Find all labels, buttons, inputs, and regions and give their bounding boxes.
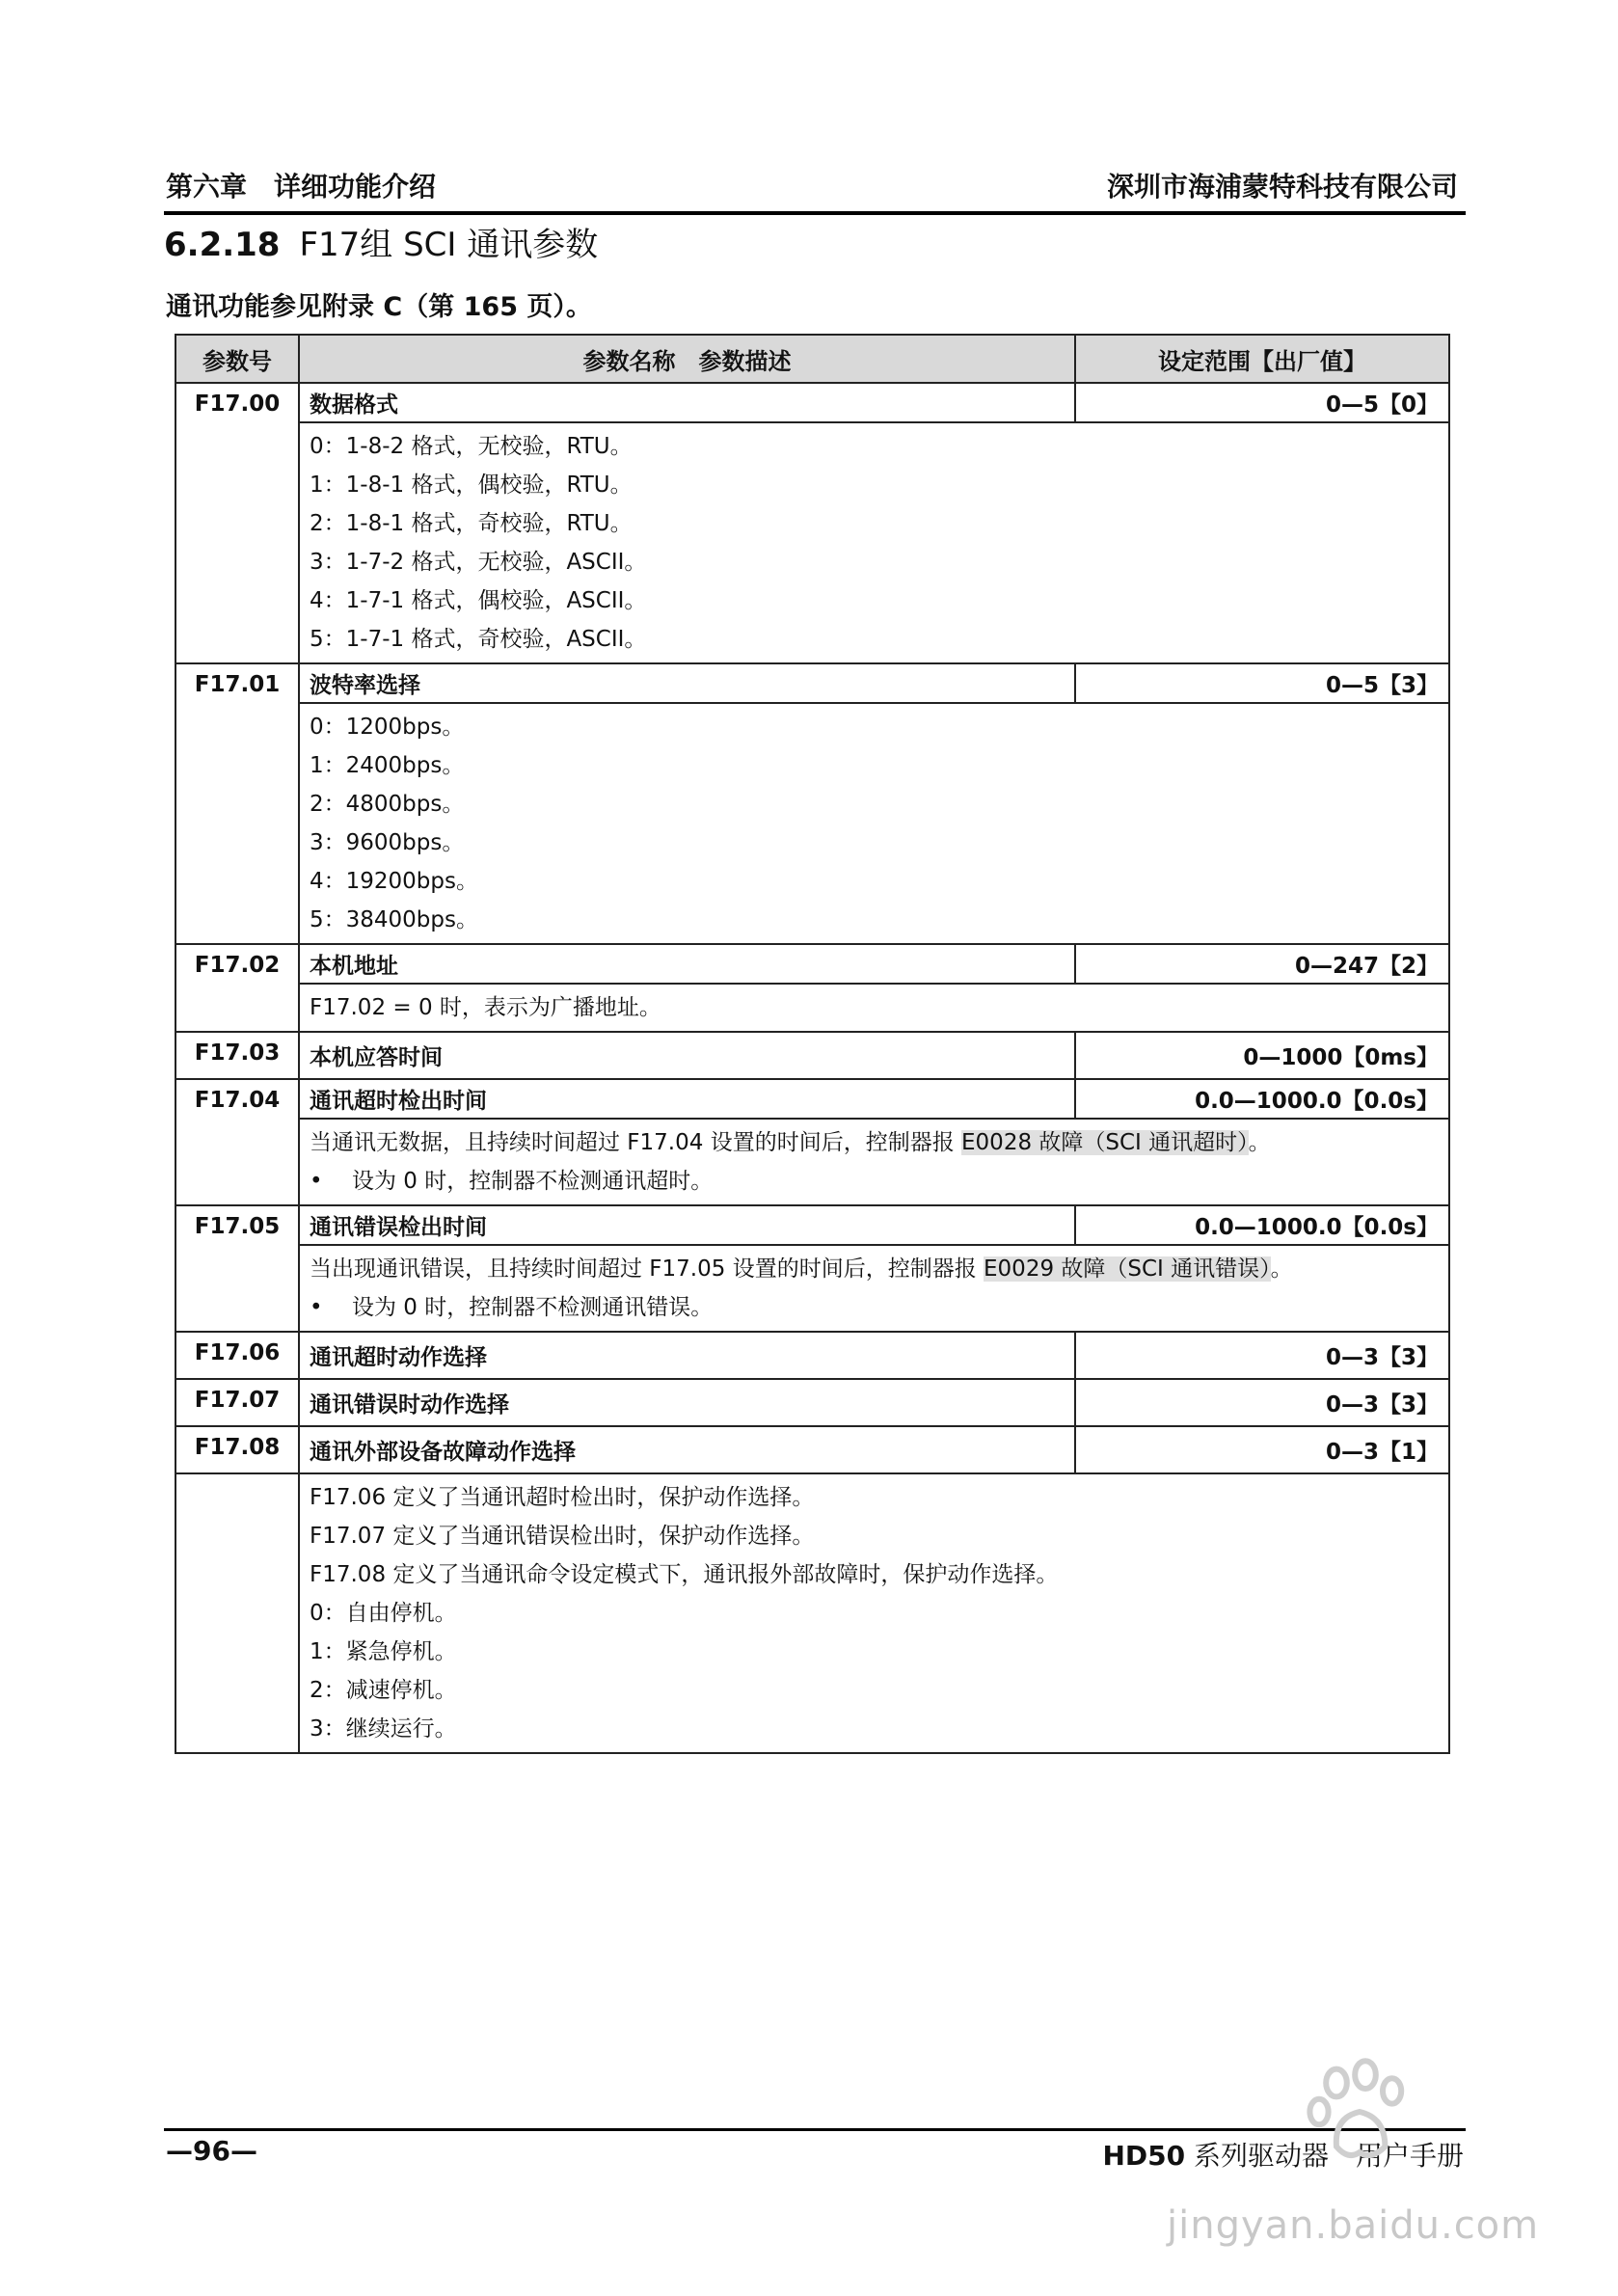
chapter-title: 第六章 详细功能介绍 — [166, 171, 437, 203]
table-row — [175, 1379, 1449, 1426]
section-title — [164, 218, 598, 265]
table-row — [175, 383, 1449, 422]
desc-line — [310, 1123, 1439, 1162]
desc-line: F17.08 定义了当通讯命令设定模式下，通讯报外部故障时，保护动作选择。 — [310, 1562, 1059, 1587]
desc-line: 1：1-8-1 格式，偶校验，RTU。 — [310, 473, 633, 498]
section-number: 6.2.18 — [164, 226, 281, 264]
desc-line: 2：1-8-1 格式，奇校验，RTU。 — [310, 511, 633, 536]
desc-text: 当出现通讯错误，且持续时间超过 F17.05 设置的时间后，控制器报 — [310, 1256, 984, 1282]
table-row — [175, 1079, 1449, 1119]
desc-line: 5：38400bps。 — [310, 907, 478, 932]
param-code: F17.04 — [175, 1079, 299, 1205]
param-code: F17.03 — [175, 1032, 299, 1079]
table-row — [175, 422, 1449, 663]
intro-note: 通讯功能参见附录 C（第 165 页）。 — [166, 292, 592, 322]
desc-line: 3：1-7-2 格式，无校验，ASCII。 — [310, 550, 647, 575]
company-name: 深圳市海浦蒙特科技有限公司 — [1106, 171, 1458, 203]
param-name: 通讯超时检出时间 — [299, 1079, 1075, 1119]
param-range: 0—3【3】 — [1075, 1332, 1449, 1379]
manual-name: 系列驱动器 用户手册 — [1185, 2140, 1464, 2172]
page-number: —96— — [166, 2135, 257, 2167]
param-code: F17.01 — [175, 663, 299, 944]
param-range: 0—5【3】 — [1075, 663, 1449, 703]
header-range: 设定范围【出厂值】 — [1075, 335, 1449, 383]
model-name: HD50 — [1102, 2140, 1186, 2172]
header-name-desc: 参数名称 参数描述 — [299, 335, 1075, 383]
table-row — [175, 944, 1449, 984]
param-range: 0—247【2】 — [1075, 944, 1449, 984]
desc-line: 1：2400bps。 — [310, 753, 465, 778]
desc-line: 3：继续运行。 — [310, 1716, 457, 1742]
empty-code-cell — [175, 1473, 299, 1753]
desc-line — [310, 1250, 1439, 1288]
desc-line: 1：紧急停机。 — [310, 1639, 457, 1664]
desc-line: F17.02 = 0 时，表示为广播地址。 — [310, 995, 661, 1020]
param-name: 通讯错误检出时间 — [299, 1205, 1075, 1245]
desc-text: 设为 0 时，控制器不检测通讯超时。 — [352, 1169, 714, 1194]
param-name: 本机应答时间 — [299, 1032, 1075, 1079]
desc-line: 4：1-7-1 格式，偶校验，ASCII。 — [310, 588, 647, 613]
desc-line: 3：9600bps。 — [310, 830, 465, 855]
desc-line: 0：1200bps。 — [310, 715, 465, 740]
desc-line: 0：自由停机。 — [310, 1601, 457, 1626]
watermark — [1157, 2054, 1562, 2247]
param-range: 0.0—1000.0【0.0s】 — [1075, 1205, 1449, 1245]
desc-line: 5：1-7-1 格式，奇校验，ASCII。 — [310, 627, 647, 652]
param-description — [299, 703, 1449, 944]
desc-text: 设为 0 时，控制器不检测通讯错误。 — [352, 1295, 714, 1320]
baidu-paw-icon — [1302, 2054, 1417, 2170]
table-row — [175, 1332, 1449, 1379]
table-row — [175, 703, 1449, 944]
param-name: 波特率选择 — [299, 663, 1075, 703]
fault-code-highlight: E0028 故障（SCI 通讯超时） — [961, 1130, 1249, 1155]
desc-text: 。 — [1270, 1256, 1293, 1282]
desc-line — [310, 1288, 1439, 1327]
param-name: 数据格式 — [299, 383, 1075, 422]
table-row — [175, 984, 1449, 1032]
param-name: 通讯外部设备故障动作选择 — [299, 1426, 1075, 1473]
desc-line: 2：减速停机。 — [310, 1678, 457, 1703]
desc-line: F17.06 定义了当通讯超时检出时，保护动作选择。 — [310, 1485, 815, 1510]
param-description — [299, 984, 1449, 1032]
section-name: F17组 SCI 通讯参数 — [299, 226, 599, 264]
table-row — [175, 663, 1449, 703]
desc-line: 0：1-8-2 格式，无校验，RTU。 — [310, 434, 633, 459]
param-name: 本机地址 — [299, 944, 1075, 984]
desc-line: 4：19200bps。 — [310, 869, 478, 894]
param-range: 0—3【1】 — [1075, 1426, 1449, 1473]
table-row — [175, 1205, 1449, 1245]
watermark-text: jingyan.baidu.com — [1167, 2203, 1540, 2248]
table-row — [175, 1245, 1449, 1332]
table-row — [175, 1119, 1449, 1205]
param-name: 通讯错误时动作选择 — [299, 1379, 1075, 1426]
table-row — [175, 1426, 1449, 1473]
table-row — [175, 1473, 1449, 1753]
bullet-icon: • — [310, 1295, 323, 1320]
param-description — [299, 422, 1449, 663]
desc-line — [310, 1162, 1439, 1201]
param-range: 0—1000【0ms】 — [1075, 1032, 1449, 1079]
fault-code-highlight: E0029 故障（SCI 通讯错误） — [984, 1256, 1271, 1282]
bullet-icon: • — [310, 1169, 323, 1194]
table-row — [175, 1032, 1449, 1079]
param-code: F17.07 — [175, 1379, 299, 1426]
header-code: 参数号 — [175, 335, 299, 383]
param-code: F17.02 — [175, 944, 299, 1032]
desc-line: 2：4800bps。 — [310, 792, 465, 817]
param-code: F17.08 — [175, 1426, 299, 1473]
desc-text: 。 — [1248, 1130, 1271, 1155]
param-description — [299, 1473, 1449, 1753]
param-range: 0.0—1000.0【0.0s】 — [1075, 1079, 1449, 1119]
param-description — [299, 1119, 1449, 1205]
param-range: 0—3【3】 — [1075, 1379, 1449, 1426]
param-code: F17.00 — [175, 383, 299, 663]
param-code: F17.05 — [175, 1205, 299, 1332]
desc-line: F17.07 定义了当通讯错误检出时，保护动作选择。 — [310, 1524, 815, 1549]
param-range: 0—5【0】 — [1075, 383, 1449, 422]
desc-text: 当通讯无数据，且持续时间超过 F17.04 设置的时间后，控制器报 — [310, 1130, 962, 1155]
parameter-table — [175, 334, 1450, 1754]
table-header-row — [175, 335, 1449, 383]
param-name: 通讯超时动作选择 — [299, 1332, 1075, 1379]
param-code: F17.06 — [175, 1332, 299, 1379]
page-header — [164, 166, 1466, 210]
header-rule — [164, 211, 1466, 215]
param-description — [299, 1245, 1449, 1332]
